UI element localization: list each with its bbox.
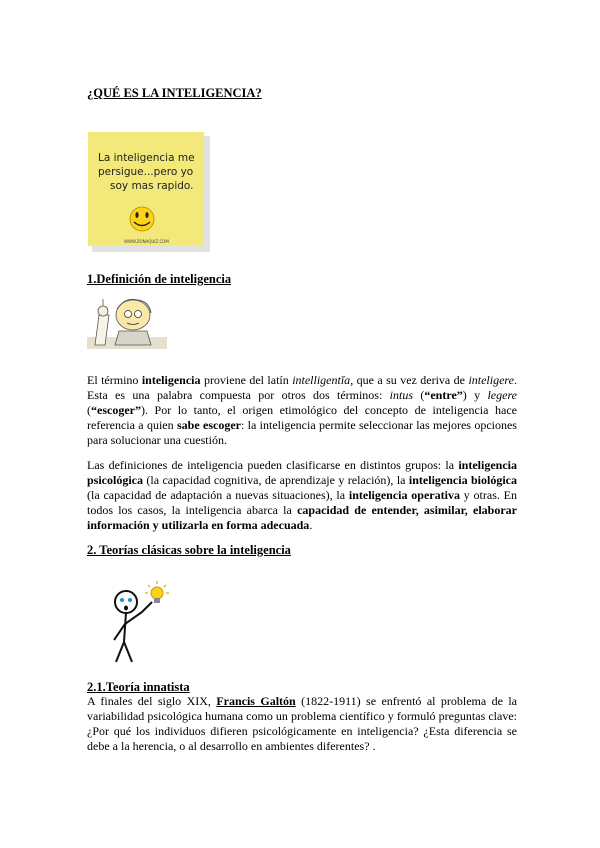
note-line-3: soy mas rapido. xyxy=(110,180,194,192)
lightbulb-icon xyxy=(145,581,169,603)
professor-cartoon-image xyxy=(87,293,167,349)
note-line-1: La inteligencia me xyxy=(98,152,195,164)
section-2-title: 2. Teorías clásicas sobre la inteligencia xyxy=(87,543,291,557)
main-heading: ¿QUÉ ES LA INTELIGENCIA? xyxy=(87,86,262,100)
section-1-title: 1.Definición de inteligencia xyxy=(87,272,232,286)
sticky-note-image xyxy=(86,130,212,254)
smiley-icon xyxy=(130,207,154,231)
section-2-1-title: 2.1.Teoría innatista xyxy=(87,680,190,694)
paragraph-definition: El término inteligencia proviene del latín intelligentĭa, que a su vez deriva de inteligere. Esta es una palabra compuesta por otros dos términos: intus (“entre”) y legere (“escoger”). Por lo tanto, el origen etimológico del concepto de inteligencia hace referencia a quien sabe escoger: la inteligencia permite seleccionar las mejores opciones para solucionar una cuestión. xyxy=(87,373,518,447)
note-line-2: persigue...pero yo xyxy=(98,166,194,178)
note-credit: WWW.ZONAQUIZ.COM xyxy=(124,239,169,244)
paragraph-classification: Las definiciones de inteligencia pueden clasificarse en distintos grupos: la inteligencia psicológica (la capacidad cognitiva, de aprendizaje y relación), la inteligencia biológica (la capacidad de adaptación a nuevas situaciones), la inteligencia operativa y otras. En todos los casos, la inteligencia abarca la capacidad de entender, asimilar, elaborar información y utilizarla en forma adecuada. xyxy=(87,458,517,532)
paragraph-innatist-theory: A finales del siglo XIX, Francis Galtón (1822-1911) se enfrentó al problema de la variabilidad psicológica humana como un problema científico y formuló preguntas clave: ¿Por qué los individuos difieren psicológicamente en inteligencia? ¿Esta diferencia se debe a la herencia, o al desarrollo en ambientes diferentes? . xyxy=(87,694,517,753)
stick-figure-lightbulb-image xyxy=(104,580,174,666)
